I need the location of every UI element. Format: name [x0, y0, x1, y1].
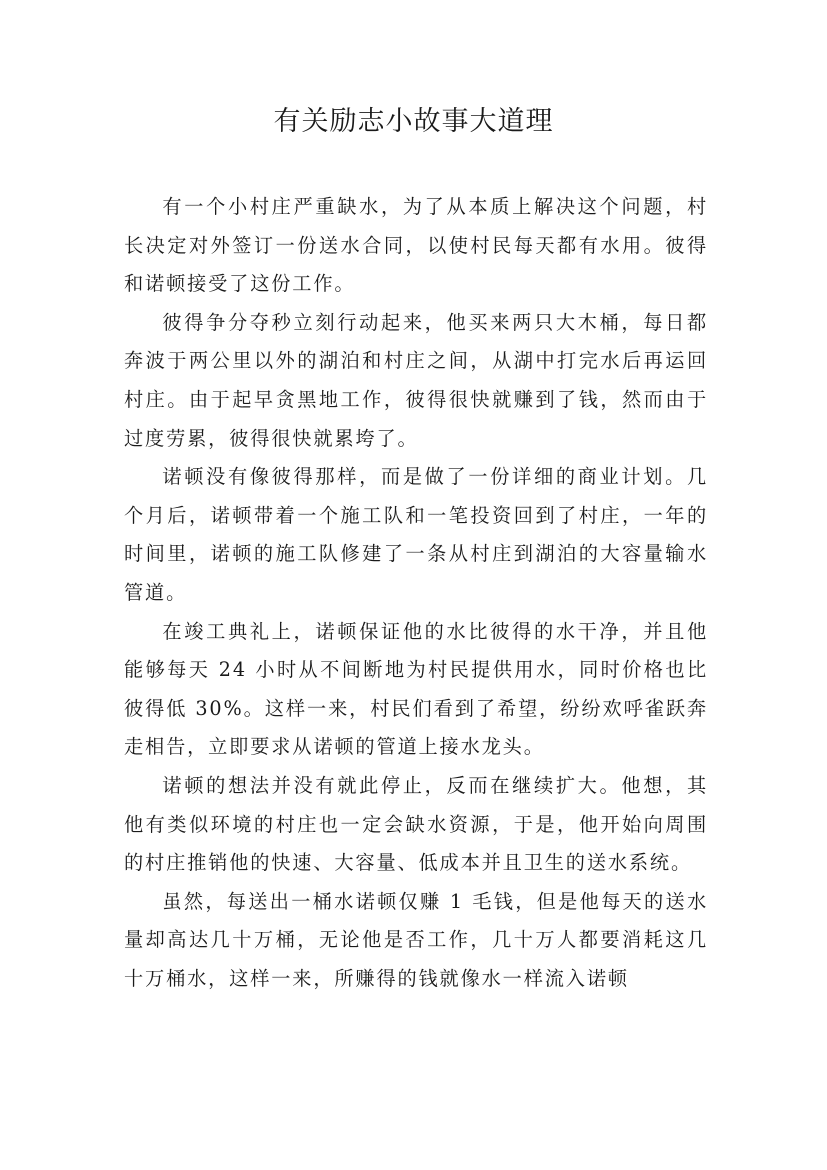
paragraph: 在竣工典礼上，诺顿保证他的水比彼得的水干净，并且他能够每天 24 小时从不间断地为村民提供用水，同时价格也比彼得低 30%。这样一来，村民们看到了希望，纷纷欢呼雀跃奔走相告，立即要求从诺顿的管道上接水龙头。 — [124, 619, 708, 759]
paragraph: 虽然，每送出一桶水诺顿仅赚 1 毛钱，但是他每天的送水量却高达几十万桶，无论他是否工作，几十万人都要消耗这几十万桶水，这样一来，所赚得的钱就像水一样流入诺顿 — [124, 889, 708, 990]
paragraph: 有一个小村庄严重缺水，为了从本质上解决这个问题，村长决定对外签订一份送水合同，以使村民每天都有水用。彼得和诺顿接受了这份工作。 — [124, 195, 708, 296]
document-title: 有关励志小故事大道理 — [273, 106, 554, 137]
paragraph: 诺顿没有像彼得那样，而是做了一份详细的商业计划。几个月后，诺顿带着一个施工队和一笔投资回到了村庄，一年的时间里，诺顿的施工队修建了一条从村庄到湖泊的大容量输水管道。 — [124, 465, 708, 604]
paragraph: 诺顿的想法并没有就此停止，反而在继续扩大。他想，其他有类似环境的村庄也一定会缺水资源，于是，他开始向周围的村庄推销他的快速、大容量、低成本并且卫生的送水系统。 — [124, 773, 708, 875]
document-body — [124, 188, 708, 998]
paragraph: 彼得争分夺秒立刻行动起来，他买来两只大木桶，每日都奔波于两公里以外的湖泊和村庄之间，从湖中打完水后再运回村庄。由于起早贪黑地工作，彼得很快就赚到了钱，然而由于过度劳累，彼得很快就累垮了。 — [124, 310, 708, 450]
